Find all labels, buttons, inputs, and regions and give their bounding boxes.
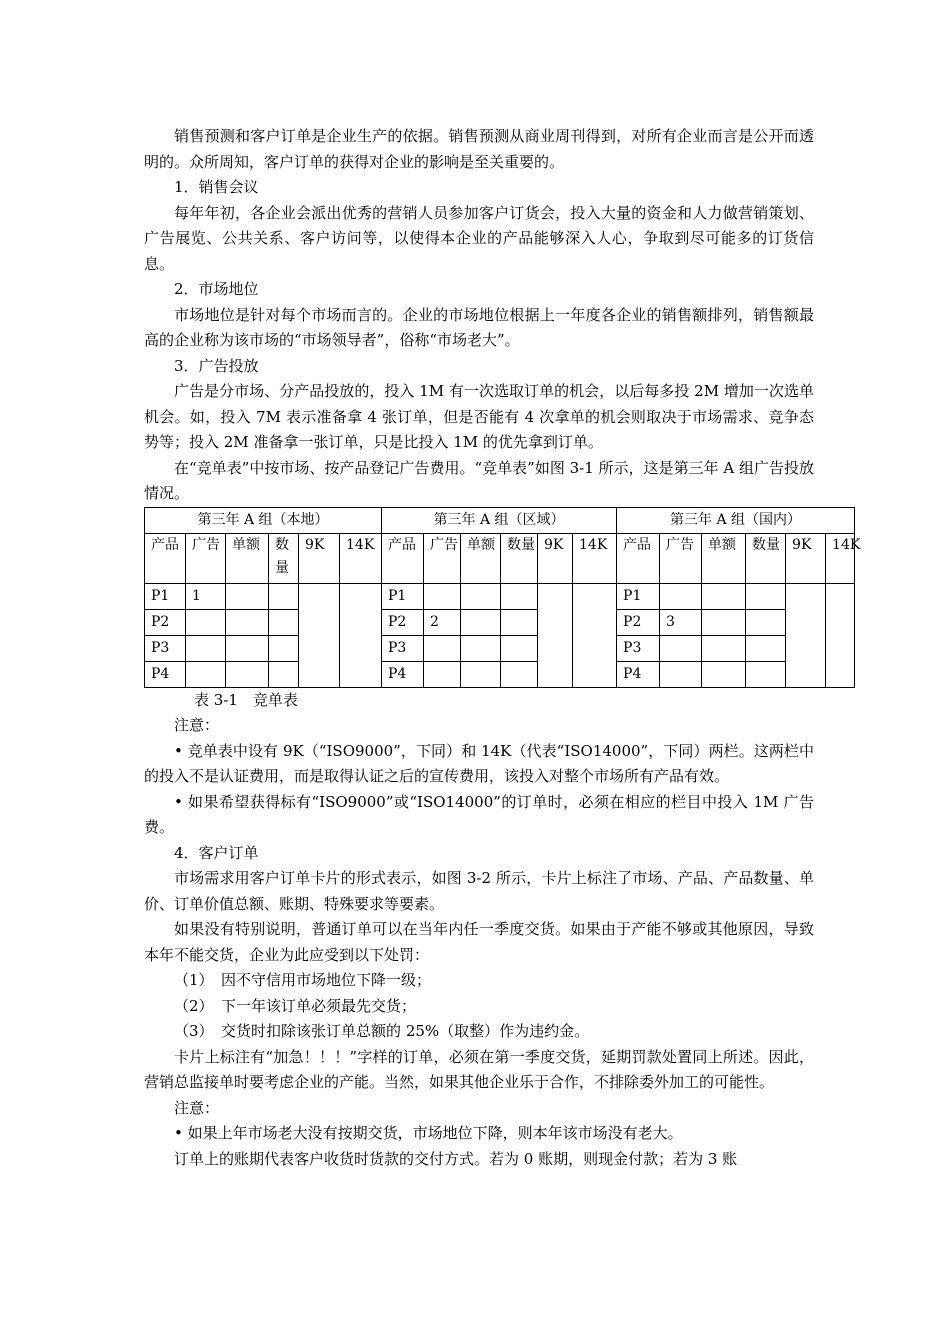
iso14k-cell [340,583,382,687]
col-ad: 广告 [424,533,461,583]
bid-table-group-row [145,507,855,533]
col-qty: 数量 [746,533,786,583]
note-bullet-market-leader: • 如果上年市场老大没有按期交货，市场地位下降，则本年该市场没有老大。 [174,1124,683,1142]
product-cell: P4 [382,661,424,687]
product-cell: P1 [617,583,660,609]
product-cell: P4 [145,661,186,687]
ad-cell: 1 [186,583,226,609]
qty-cell [746,635,786,661]
customer-orders-paragraph: 市场需求用客户订单卡片的形式表示，如图 3-2 所示，卡片上标注了市场、产品、产品数量、单价、订单价值总额、账期、特殊要求等要素。 [144,869,814,913]
unit-cell [226,635,269,661]
qty-cell [501,661,538,687]
ad-cell [424,635,461,661]
col-14k: 14K [573,533,617,583]
product-cell: P1 [382,583,424,609]
section-heading-sales-meeting: 1．销售会议 [174,178,259,196]
section-heading-advertising: 3．广告投放 [174,356,259,375]
qty-cell [501,635,538,661]
qty-cell [269,609,299,635]
penalty-item-1: （1） 因不守信用市场地位下降一级； [174,971,432,989]
product-cell: P2 [145,609,186,635]
unit-cell [702,609,746,635]
iso9k-cell [538,583,573,687]
col-unit: 单额 [461,533,501,583]
ad-cell [186,635,226,661]
table-row [145,609,855,635]
ad-cell [186,661,226,687]
table-row [145,583,855,609]
delivery-paragraph: 如果没有特别说明，普通订单可以在当年内任一季度交货。如果由于产能不够或其他原因，导致本年不能交货，企业为此应受到以下处罚： [144,920,814,964]
table-row [145,635,855,661]
col-9k: 9K [538,533,573,583]
qty-cell [269,661,299,687]
col-qty: 数量 [269,533,299,583]
bid-table [144,507,861,688]
unit-cell [226,661,269,687]
qty-cell [746,609,786,635]
table-row [145,661,855,687]
group-header-local: 第三年 A 组（本地） [145,507,382,533]
product-cell: P1 [145,583,186,609]
intro-paragraph: 销售预测和客户订单是企业生产的依据。销售预测从商业周刊得到，对所有企业而言是公开而透明的。众所周知，客户订单的获得对企业的影响是至关重要的。 [144,127,814,171]
penalty-item-3: （3） 交货时扣除该张订单总额的 25%（取整）作为违约金。 [174,1022,590,1040]
qty-cell [746,661,786,687]
advertising-paragraph: 广告是分市场、分产品投放的，投入 1M 有一次选取订单的机会，以后每多投 2M 增加一次选单机会。如，投入 7M 表示准备拿 4 张订单，但是否能有 4 次拿单的机会则取决于市场需求、竞争态势等；投入 2M 准备拿一张订单，只是比投入 1M 的优先拿到订单。 [144,382,814,451]
unit-cell [461,583,501,609]
section-heading-customer-orders: 4．客户订单 [174,843,259,862]
col-unit: 单额 [702,533,746,583]
unit-cell [226,583,269,609]
unit-cell [702,661,746,687]
group-header-region: 第三年 A 组（区域） [382,507,617,533]
bid-table-column-row [145,533,855,583]
note-bullet-iso-columns: • 竞单表中设有 9K（“ISO9000”，下同）和 14K（代表“ISO14000”，下同）两栏。这两栏中的投入不是认证费用，而是取得认证之后的宣传费用，该投入对整个市场所有产品有效。 [144,741,814,785]
col-9k: 9K [299,533,340,583]
note-label: 注意： [174,716,220,734]
payment-term-paragraph: 订单上的账期代表客户收货时货款的交付方式。若为 0 账期，则现金付款；若为 3 账 [174,1149,738,1168]
product-cell: P3 [382,635,424,661]
bid-table-intro-paragraph: 在“竞单表”中按市场、按产品登记广告费用。“竞单表”如图 3-1 所示，这是第三年 A 组广告投放情况。 [144,458,814,502]
col-14k: 14K [340,533,382,583]
ad-cell [424,583,461,609]
market-position-paragraph: 市场地位是针对每个市场而言的。企业的市场地位根据上一年度各企业的销售额排列，销售额最高的企业称为该市场的“市场领导者”，俗称“市场老大”。 [144,305,814,349]
qty-cell [746,583,786,609]
qty-cell [501,609,538,635]
iso9k-cell [786,583,826,687]
product-cell: P3 [145,635,186,661]
qty-cell [269,583,299,609]
unit-cell [461,635,501,661]
product-cell: P2 [617,609,660,635]
iso14k-cell [573,583,617,687]
ad-cell [186,609,226,635]
product-cell: P2 [382,609,424,635]
ad-cell [660,661,702,687]
ad-cell: 3 [660,609,702,635]
ad-cell [660,583,702,609]
section-heading-market-position: 2．市场地位 [174,280,259,298]
table-caption: 表 3-1 竞单表 [194,690,298,709]
col-ad: 广告 [186,533,226,583]
ad-cell [424,661,461,687]
unit-cell [702,635,746,661]
ad-cell: 2 [424,609,461,635]
qty-cell [501,583,538,609]
sales-meeting-paragraph: 每年年初，各企业会派出优秀的营销人员参加客户订货会，投入大量的资金和人力做营销策划、广告展览、公共关系、客户访问等，以使得本企业的产品能够深入人心，争取到尽可能多的订货信息。 [144,203,814,273]
iso14k-cell [826,583,855,687]
col-ad: 广告 [660,533,702,583]
qty-cell [269,635,299,661]
unit-cell [461,661,501,687]
product-cell: P4 [617,661,660,687]
penalty-item-2: （2） 下一年该订单必须最先交货； [174,996,417,1015]
col-9k: 9K [786,533,826,583]
col-unit: 单额 [226,533,269,583]
urgent-order-paragraph: 卡片上标注有“加急！！！”字样的订单，必须在第一季度交货，延期罚款处置同上所述。因此，营销总监接单时要考虑企业的产能。当然，如果其他企业乐于合作，不排除委外加工的可能性。 [144,1047,814,1091]
unit-cell [226,609,269,635]
note-label-2: 注意： [174,1098,220,1117]
col-14k: 14K [826,533,855,583]
note-bullet-iso-orders: • 如果希望获得标有“ISO9000”或“ISO14000”的订单时，必须在相应的栏目中投入 1M 广告费。 [144,792,814,836]
group-header-domestic: 第三年 A 组（国内） [617,507,855,533]
unit-cell [702,583,746,609]
col-product: 产品 [382,533,424,583]
col-product: 产品 [145,533,186,583]
col-qty: 数量 [501,533,538,583]
document-page [144,124,861,1172]
unit-cell [461,609,501,635]
product-cell: P3 [617,635,660,661]
iso9k-cell [299,583,340,687]
col-product: 产品 [617,533,660,583]
ad-cell [660,635,702,661]
